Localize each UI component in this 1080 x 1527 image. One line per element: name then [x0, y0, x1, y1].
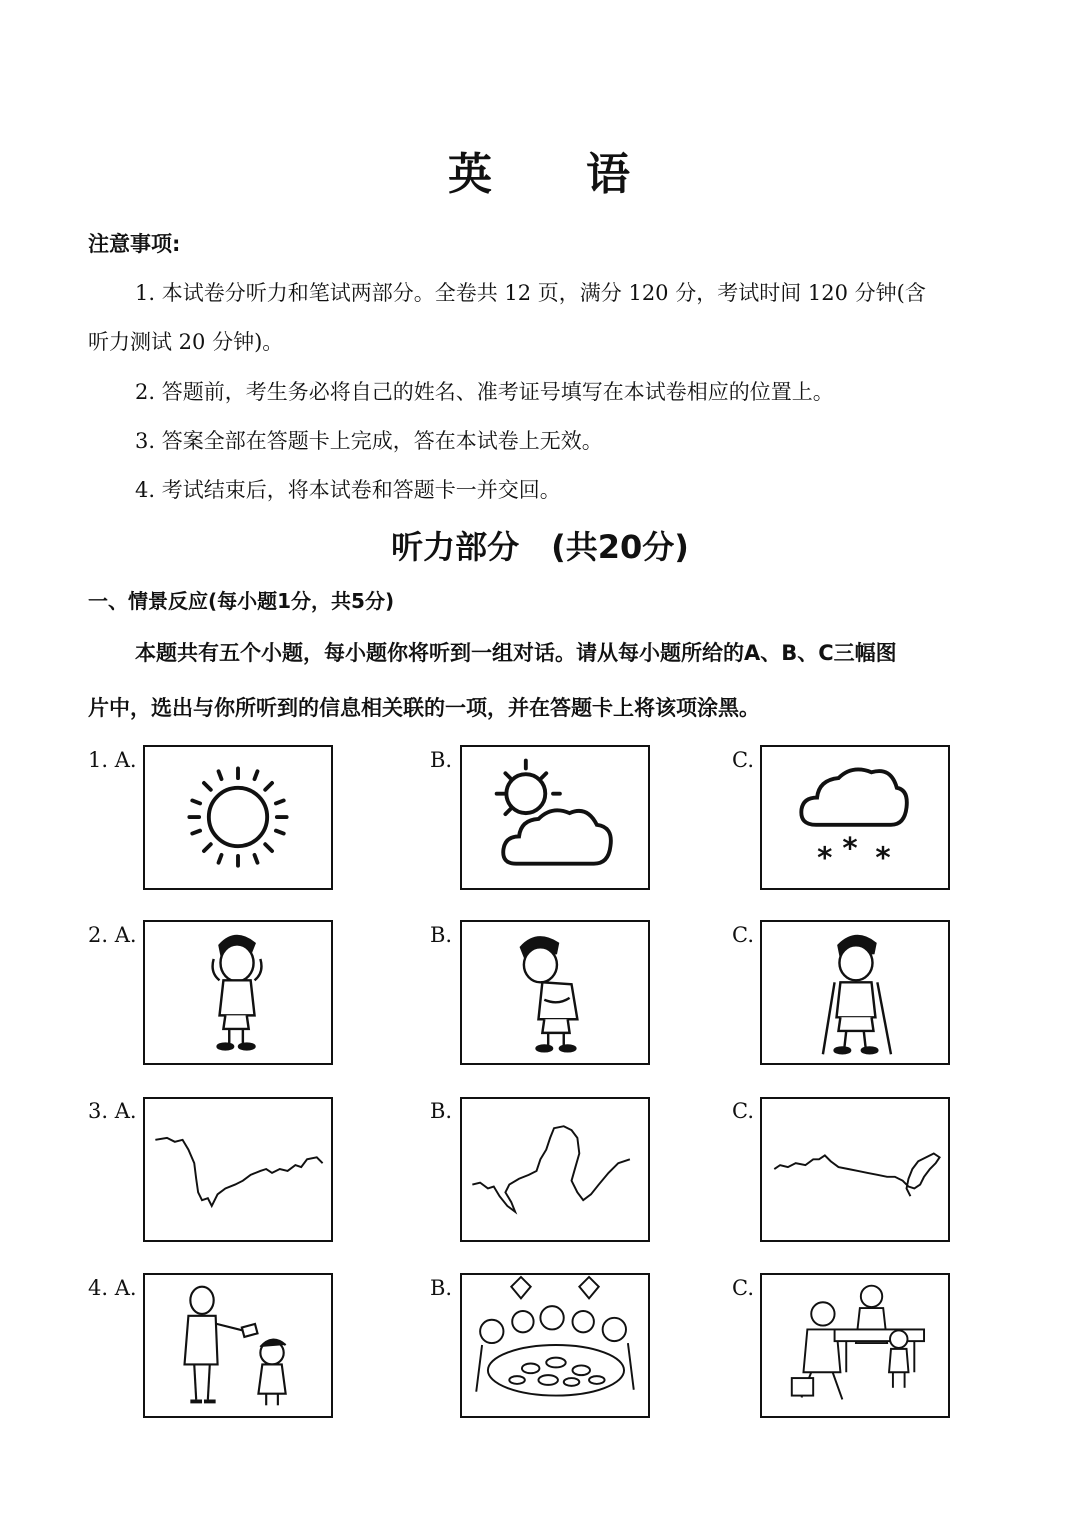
q3-option-c-label: C.: [732, 1099, 754, 1123]
shopping-scene: [762, 1275, 948, 1416]
boy-stomachache: [462, 922, 648, 1063]
q2-option-b-label: B.: [430, 923, 453, 947]
q1-option-b-image: [460, 745, 650, 890]
river-map-b: [462, 1099, 648, 1240]
river-map-c: [762, 1099, 948, 1240]
notice-heading: 注意事项:: [88, 232, 181, 256]
svg-text:*: *: [842, 830, 858, 865]
q2-option-c-image: [760, 920, 950, 1065]
instruction-line-2: 片中，选出与你所听到的信息相关联的一项，并在答题卡上将该项涂黑。: [88, 696, 760, 720]
q4-option-b-image: [460, 1273, 650, 1418]
boy-crutches: [762, 922, 948, 1063]
notice-item-3: 3. 答案全部在答题卡上完成，答在本试卷上无效。: [135, 429, 603, 453]
part1-heading: 一、情景反应(每小题1分，共5分): [88, 589, 395, 613]
instruction-line-1: 本题共有五个小题，每小题你将听到一组对话。请从每小题所给的A、B、C三幅图: [135, 641, 897, 665]
page-title: 英 语: [448, 149, 632, 200]
q3-option-b-label: B.: [430, 1099, 453, 1123]
q4-option-c-label: C.: [732, 1276, 754, 1300]
sun-icon: [145, 747, 331, 888]
q1-option-c-image: [760, 745, 950, 890]
q3-option-b-image: [460, 1097, 650, 1242]
boy-headache: [145, 922, 331, 1063]
notice-item-2: 2. 答题前，考生务必将自己的姓名、准考证号填写在本试卷相应的位置上。: [135, 380, 834, 404]
snow-cloud-icon: [762, 747, 948, 888]
q4-option-b-label: B.: [430, 1276, 453, 1300]
notice-item-1-cont: 听力测试 20 分钟)。: [88, 330, 284, 354]
svg-text:*: *: [875, 840, 891, 875]
q2-option-a-image: [143, 920, 333, 1065]
q3-option-c-image: [760, 1097, 950, 1242]
notice-item-4: 4. 考试结束后，将本试卷和答题卡一并交回。: [135, 478, 561, 502]
red-envelope-scene: [145, 1275, 331, 1416]
family-dinner-scene: [462, 1275, 648, 1416]
q2-option-a-label: 2. A.: [88, 923, 137, 947]
q4-option-c-image: [760, 1273, 950, 1418]
river-map-a: [145, 1099, 331, 1240]
listening-section-title: 听力部分 (共20分): [391, 528, 689, 566]
q1-option-c-label: C.: [732, 748, 754, 772]
q1-option-b-label: B.: [430, 748, 453, 772]
svg-text:*: *: [817, 840, 833, 875]
q3-option-a-label: 3. A.: [88, 1099, 137, 1123]
q1-option-a-image: [143, 745, 333, 890]
q3-option-a-image: [143, 1097, 333, 1242]
q2-option-b-image: [460, 920, 650, 1065]
q4-option-a-label: 4. A.: [88, 1276, 137, 1300]
sun-cloud-icon: [462, 747, 648, 888]
q4-option-a-image: [143, 1273, 333, 1418]
q1-option-a-label: 1. A.: [88, 748, 137, 772]
q2-option-c-label: C.: [732, 923, 754, 947]
notice-item-1: 1. 本试卷分听力和笔试两部分。全卷共 12 页，满分 120 分，考试时间 120 分钟(含: [135, 281, 926, 305]
